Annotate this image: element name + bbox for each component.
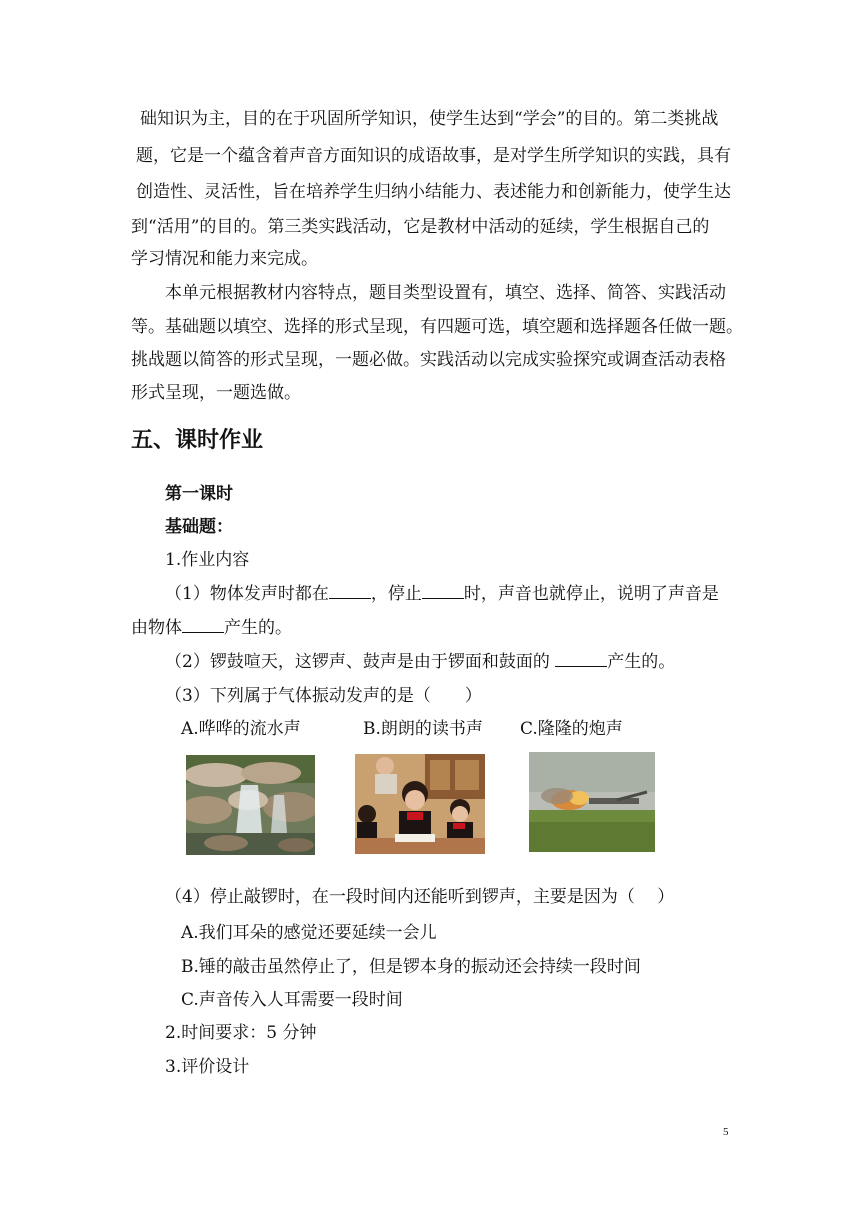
section-heading: 五、课时作业 — [131, 428, 264, 453]
paragraph-line: 等。基础题以填空、选择的形式呈现，有四题可选，填空题和选择题各任做一题。 — [131, 317, 743, 337]
option-b: B.锤的敲击虽然停止了，但是锣本身的振动还会持续一段时间 — [181, 957, 641, 977]
flowing-water-image — [186, 755, 315, 855]
question-4-stem: （4）停止敲锣时，在一段时间内还能听到锣声，主要是因为（ ） — [165, 887, 675, 907]
option-a: A.我们耳朵的感觉还要延续一会儿 — [181, 923, 437, 943]
answer-blank[interactable] — [422, 581, 464, 599]
paragraph-line: 学习情况和能力来完成。 — [131, 249, 318, 269]
time-requirement: 2.时间要求：5 分钟 — [165, 1023, 317, 1043]
paragraph-line: 题，它是一个蕴含着声音方面知识的成语故事，是对学生所学知识的实践，具有 — [136, 146, 731, 166]
option-a: A.哗哗的流水声 — [181, 719, 301, 739]
paragraph-line: 挑战题以简答的形式呈现，一题必做。实践活动以完成实验探究或调查活动表格 — [131, 350, 726, 370]
option-b: B.朗朗的读书声 — [363, 719, 483, 739]
q2-text-a: （2）锣鼓喧天，这锣声、鼓声是由于锣面和鼓面的 — [165, 652, 556, 672]
question-2 — [165, 649, 675, 674]
paragraph-line: 形式呈现，一题选做。 — [131, 383, 301, 403]
cannon-fire-image — [529, 752, 655, 852]
answer-blank[interactable] — [329, 581, 371, 599]
q1-text-b: ，停止 — [370, 584, 422, 604]
paragraph-line: 到“活用”的目的。第三类实践活动，它是教材中活动的延续，学生根据自己的 — [131, 217, 710, 237]
option-c: C.隆隆的炮声 — [520, 719, 623, 739]
paragraph-line: 础知识为主，目的在于巩固所学知识，使学生达到“学会”的目的。第二类挑战 — [140, 109, 719, 129]
paragraph-line: 创造性、灵活性，旨在培养学生归纳小结能力、表述能力和创新能力，使学生达 — [136, 182, 731, 202]
answer-blank[interactable] — [182, 615, 224, 633]
page-number: 5 — [723, 1126, 729, 1138]
question-1-line-2 — [131, 615, 292, 640]
item-content-label: 1.作业内容 — [165, 550, 250, 570]
q1-text-e: 产生的。 — [224, 618, 292, 638]
q2-text-b: 产生的。 — [607, 652, 676, 672]
q1-text-a: （1）物体发声时都在 — [165, 584, 329, 604]
evaluation-design-label: 3.评价设计 — [165, 1057, 250, 1077]
reading-students-image — [355, 754, 485, 854]
answer-blank[interactable] — [555, 649, 607, 667]
question-3-stem: （3）下列属于气体振动发声的是（ ） — [165, 686, 482, 706]
option-c: C.声音传入人耳需要一段时间 — [181, 990, 403, 1010]
lesson-title: 第一课时 — [165, 484, 233, 504]
question-1-line-1 — [165, 581, 719, 606]
q1-text-d: 由物体 — [131, 618, 182, 638]
q1-text-c: 时，声音也就停止，说明了声音是 — [463, 584, 719, 604]
basic-questions-title: 基础题： — [165, 517, 233, 537]
paragraph-line: 本单元根据教材内容特点，题目类型设置有，填空、选择、简答、实践活动 — [165, 283, 726, 303]
